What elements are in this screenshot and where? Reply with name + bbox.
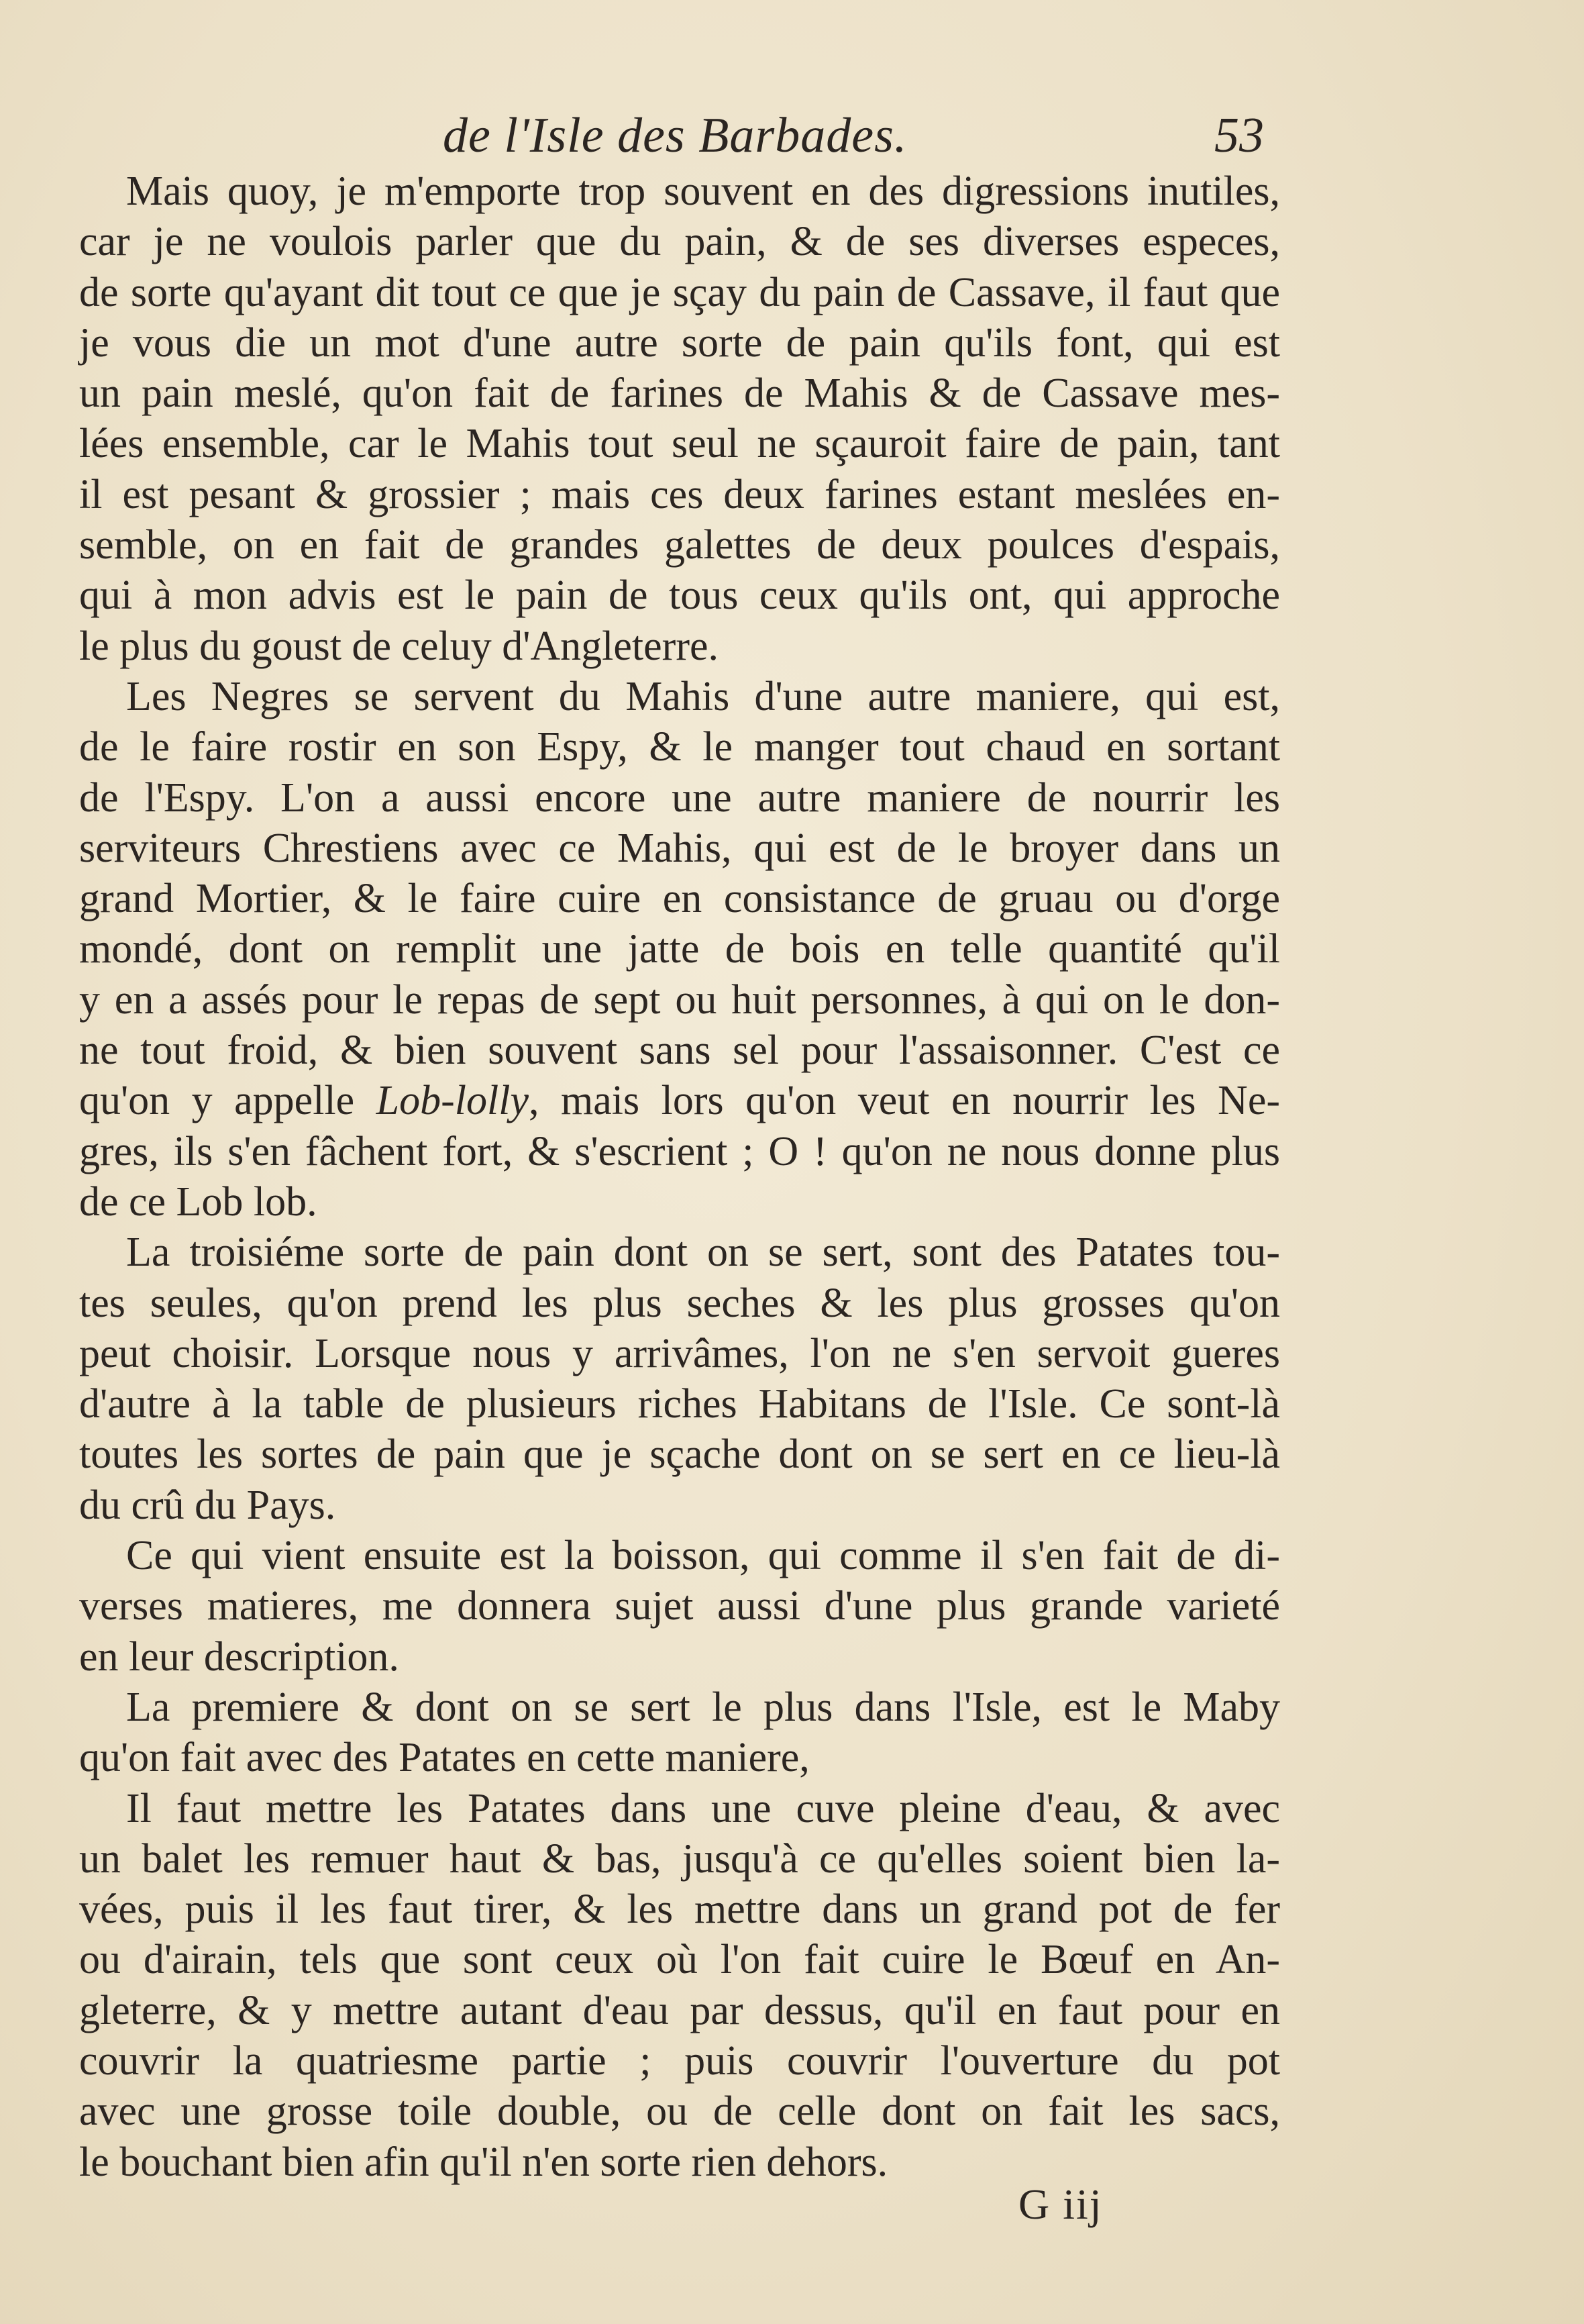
- text-line: verses matieres, me donnera sujet aussi d'une plus grande varieté: [79, 1583, 1280, 1629]
- text-line: lées ensemble, car le Mahis tout seul ne sçauroit faire de pain, tant: [79, 421, 1280, 467]
- text-line: semble, on en fait de grandes galettes de deux poulces d'espais,: [79, 522, 1280, 568]
- text-line: qu'on fait avec des Patates en cette maniere,: [79, 1735, 810, 1781]
- text-line: en leur description.: [79, 1633, 399, 1680]
- text-line: il est pesant & grossier ; mais ces deux farines estant meslées en-: [79, 471, 1280, 517]
- text-line: ne tout froid, & bien souvent sans sel pour l'assaisonner. C'est ce: [79, 1027, 1280, 1074]
- text-line: de sorte qu'ayant dit tout ce que je sçay du pain de Cassave, il faut que: [79, 269, 1280, 315]
- text-line: un pain meslé, qu'on fait de farines de Mahis & de Cassave mes-: [79, 370, 1280, 417]
- text-line: Il faut mettre les Patates dans une cuve pleine d'eau, & avec: [126, 1785, 1280, 1831]
- text-line: avec une grosse toile double, ou de celle dont on fait les sacs,: [79, 2088, 1280, 2135]
- text-line: un balet les remuer haut & bas, jusqu'à ce qu'elles soient bien la-: [79, 1835, 1280, 1882]
- running-title: de l'Isle des Barbades.: [443, 108, 908, 163]
- text-line: ou d'airain, tels que sont ceux où l'on fait cuire le Bœuf en An-: [79, 1937, 1280, 1983]
- text-line: peut choisir. Lorsque nous y arrivâmes, l'on ne s'en servoit gueres: [79, 1330, 1280, 1376]
- text-line: y en a assés pour le repas de sept ou huit personnes, à qui on le don-: [79, 976, 1280, 1023]
- text-line: grand Mortier, & le faire cuire en consistance de gruau ou d'orge: [79, 876, 1280, 922]
- text-line: tes seules, qu'on prend les plus seches & les plus grosses qu'on: [79, 1280, 1280, 1326]
- text-line: le plus du goust de celuy d'Angleterre.: [79, 623, 719, 669]
- text-line: La premiere & dont on se sert le plus dans l'Isle, est le Maby: [126, 1684, 1280, 1730]
- text-line: car je ne voulois parler que du pain, & de ses diverses especes,: [79, 219, 1280, 265]
- text-line: Ce qui vient ensuite est la boisson, qui comme il s'en fait de di-: [126, 1533, 1280, 1579]
- text-line: qui à mon advis est le pain de tous ceux qu'ils ont, qui approche: [79, 572, 1280, 619]
- signature-mark: G iij: [1018, 2180, 1103, 2228]
- text-segment: , mais lors qu'on veut en nourrir les Ne-: [529, 1078, 1280, 1124]
- text-line: [79, 1076, 1280, 1126]
- page-number: 53: [1214, 108, 1264, 163]
- text-line: toutes les sortes de pain que je sçache dont on se sert en ce lieu-là: [79, 1431, 1280, 1478]
- text-line: de le faire rostir en son Espy, & le manger tout chaud en sortant: [79, 724, 1280, 770]
- text-line: mondé, dont on remplit une jatte de bois en telle quantité qu'il: [79, 926, 1280, 972]
- text-line: je vous die un mot d'une autre sorte de pain qu'ils font, qui est: [79, 319, 1280, 366]
- text-line: de l'Espy. L'on a aussi encore une autre maniere de nourrir les: [79, 774, 1280, 821]
- text-line: vées, puis il les faut tirer, & les mettre dans un grand pot de fer: [79, 1886, 1280, 1933]
- text-line: Les Negres se servent du Mahis d'une autre maniere, qui est,: [126, 673, 1280, 719]
- text-line: gleterre, & y mettre autant d'eau par dessus, qu'il en faut pour en: [79, 1987, 1280, 2033]
- text-line: d'autre à la table de plusieurs riches Habitans de l'Isle. Ce sont-là: [79, 1381, 1280, 1427]
- body-text: [79, 166, 1280, 2188]
- text-line: couvrir la quatriesme partie ; puis couvrir l'ouverture du pot: [79, 2037, 1280, 2084]
- text-segment: qu'on y appelle: [79, 1078, 376, 1124]
- italic-term: Lob-lolly: [376, 1078, 529, 1124]
- text-line: La troisiéme sorte de pain dont on se sert, sont des Patates tou-: [126, 1229, 1280, 1276]
- text-line: gres, ils s'en fâchent fort, & s'escrient ; O ! qu'on ne nous donne plus: [79, 1128, 1280, 1174]
- text-line: serviteurs Chrestiens avec ce Mahis, qui est de le broyer dans un: [79, 825, 1280, 871]
- running-head: [81, 101, 1282, 174]
- text-line: du crû du Pays.: [79, 1482, 336, 1528]
- text-line: Mais quoy, je m'emporte trop souvent en des digressions inutiles,: [126, 168, 1280, 214]
- text-line: le bouchant bien afin qu'il n'en sorte rien dehors.: [79, 2139, 888, 2185]
- text-line: de ce Lob lob.: [79, 1178, 317, 1225]
